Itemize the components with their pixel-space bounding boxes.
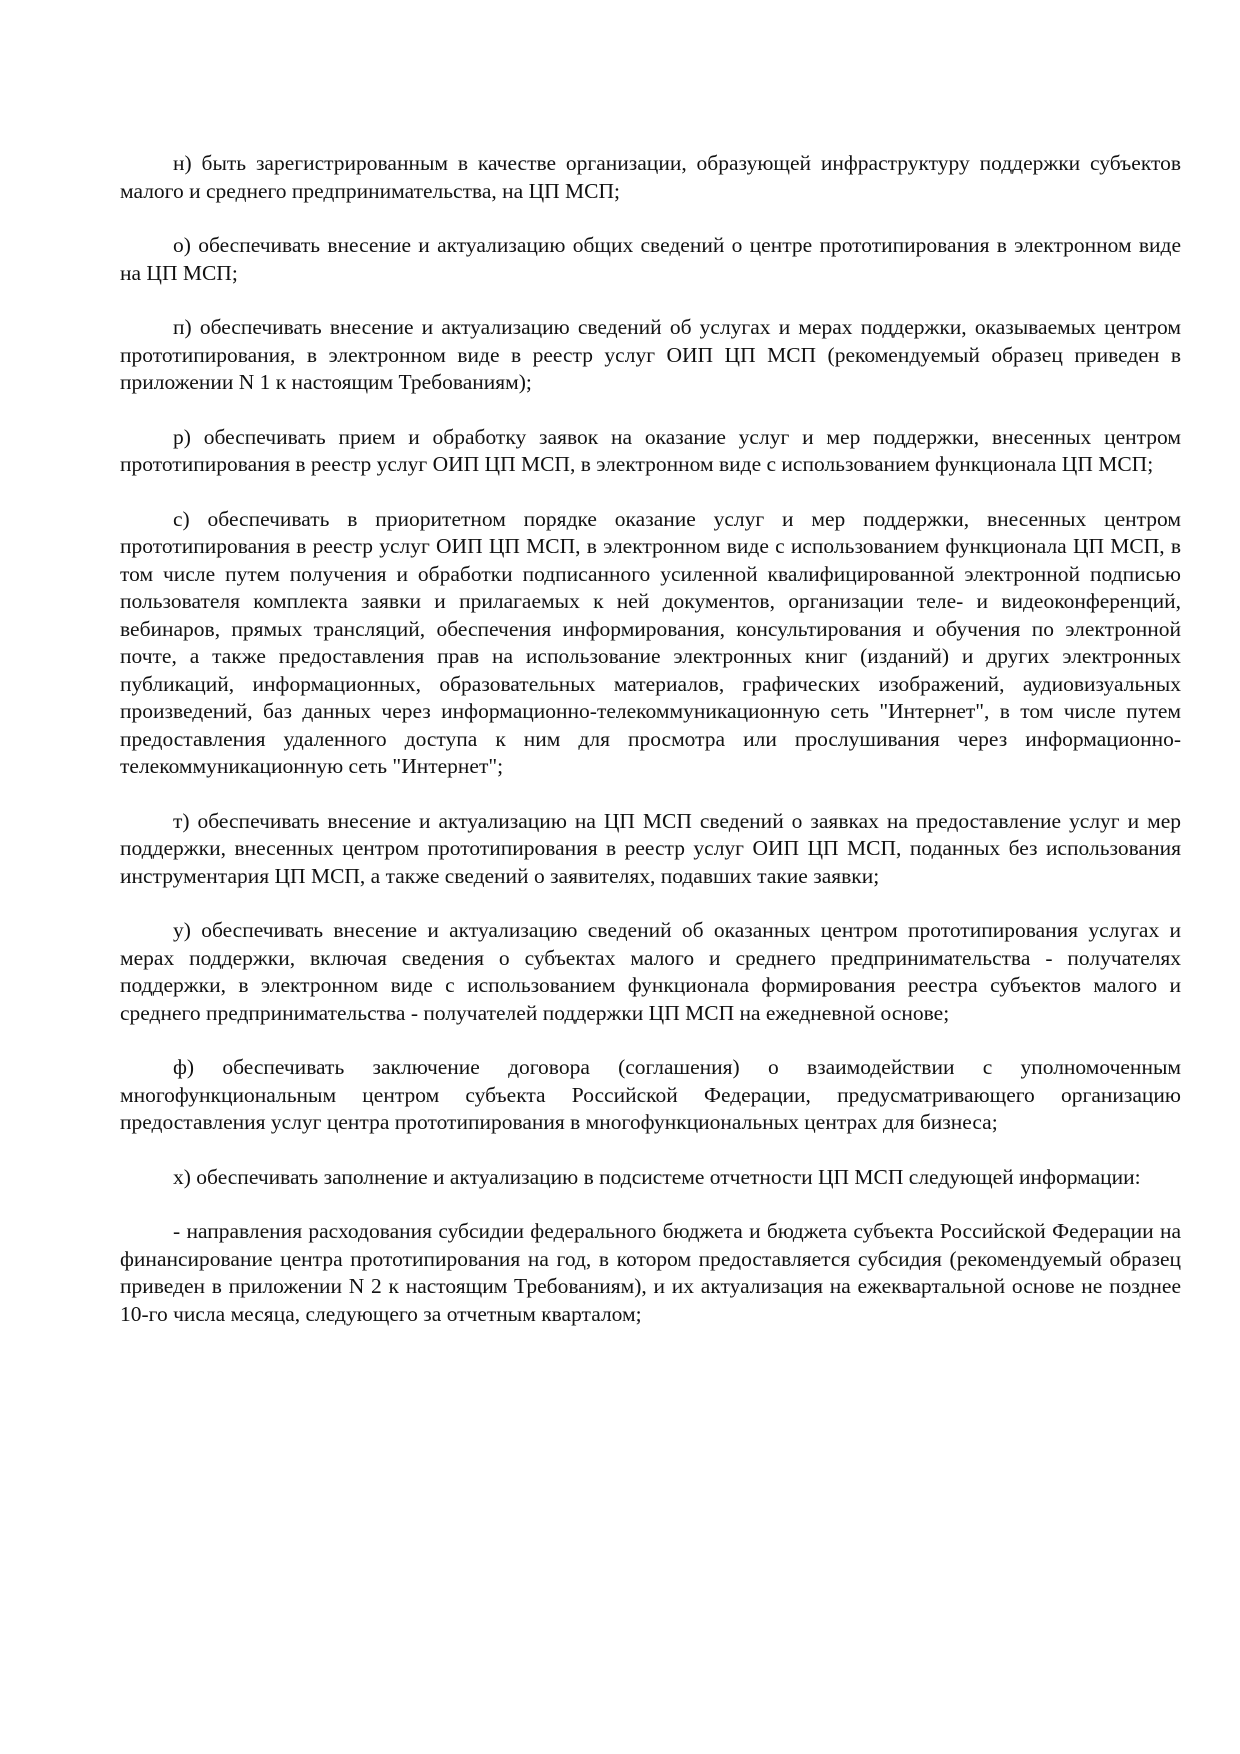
- paragraph-f: ф) обеспечивать заключение договора (соглашения) о взаимодействии с уполномоченным многофункциональным центром субъекта Российской Федерации, предусматривающего организацию предоставления услуг центра прототипирования в многофункциональных центрах для бизнеса;: [120, 1055, 1181, 1134]
- paragraph-t: т) обеспечивать внесение и актуализацию на ЦП МСП сведений о заявках на предоставление услуг и мер поддержки, внесенных центром прототипирования в реестр услуг ОИП ЦП МСП, поданных без использования инструментария ЦП МСП, а также сведений о заявителях, подавших такие заявки;: [120, 808, 1181, 888]
- paragraph-o: о) обеспечивать внесение и актуализацию общих сведений о центре прототипирования в электронном виде на ЦП МСП;: [120, 233, 1181, 285]
- document-page: [120, 150, 1181, 1355]
- paragraph-s: с) обеспечивать в приоритетном порядке оказание услуг и мер поддержки, внесенных центром прототипирования в реестр услуг ОИП ЦП МСП, в электронном виде с использованием функционала ЦП МСП, в том числе путем получения и обработки подписанного усиленной квалифицированной электронной подписью пользователя комплекта заявки и прилагаемых к ней документов, организации теле- и видеоконференций, вебинаров, прямых трансляций, обеспечения информирования, консультирования и обучения по электронной почте, а также предоставления прав на использование электронных книг (изданий) и других электронных публикаций, информационных, образовательных материалов, графических изображений, аудиовизуальных произведений, баз данных через информационно-телекоммуникационную сеть "Интернет", в том числе путем предоставления удаленного доступа к ним для просмотра или прослушивания через информационно-телекоммуникационную сеть "Интернет";: [120, 506, 1181, 778]
- paragraph-u: у) обеспечивать внесение и актуализацию сведений об оказанных центром прототипирования услугах и мерах поддержки, включая сведения о субъектах малого и среднего предпринимательства - получателях поддержки, в электронном виде с использованием функционала формирования реестра субъектов малого и среднего предпринимательства - получателей поддержки ЦП МСП на ежедневной основе;: [120, 918, 1181, 1025]
- paragraph-kh: х) обеспечивать заполнение и актуализацию в подсистеме отчетности ЦП МСП следующей информации:: [173, 1164, 1141, 1189]
- paragraph-n: н) быть зарегистрированным в качестве организации, образующей инфраструктуру поддержки субъектов малого и среднего предпринимательства, на ЦП МСП;: [120, 151, 1181, 203]
- paragraph-r: р) обеспечивать прием и обработку заявок на оказание услуг и мер поддержки, внесенных центром прототипирования в реестр услуг ОИП ЦП МСП, в электронном виде с использованием функционала ЦП МСП;: [120, 424, 1181, 476]
- paragraph-p: п) обеспечивать внесение и актуализацию сведений об услугах и мерах поддержки, оказываемых центром прототипирования, в электронном виде в реестр услуг ОИП ЦП МСП (рекомендуемый образец приведен в приложении N 1 к настоящим Требованиям);: [120, 315, 1181, 394]
- paragraph-dash-item: - направления расходования субсидии федерального бюджета и бюджета субъекта Российской Федерации на финансирование центра прототипирования на год, в котором предоставляется субсидия (рекомендуемый образец приведен в приложении N 2 к настоящим Требованиям), и их актуализация на ежеквартальной основе не позднее 10-го числа месяца, следующего за отчетным кварталом;: [120, 1219, 1181, 1326]
